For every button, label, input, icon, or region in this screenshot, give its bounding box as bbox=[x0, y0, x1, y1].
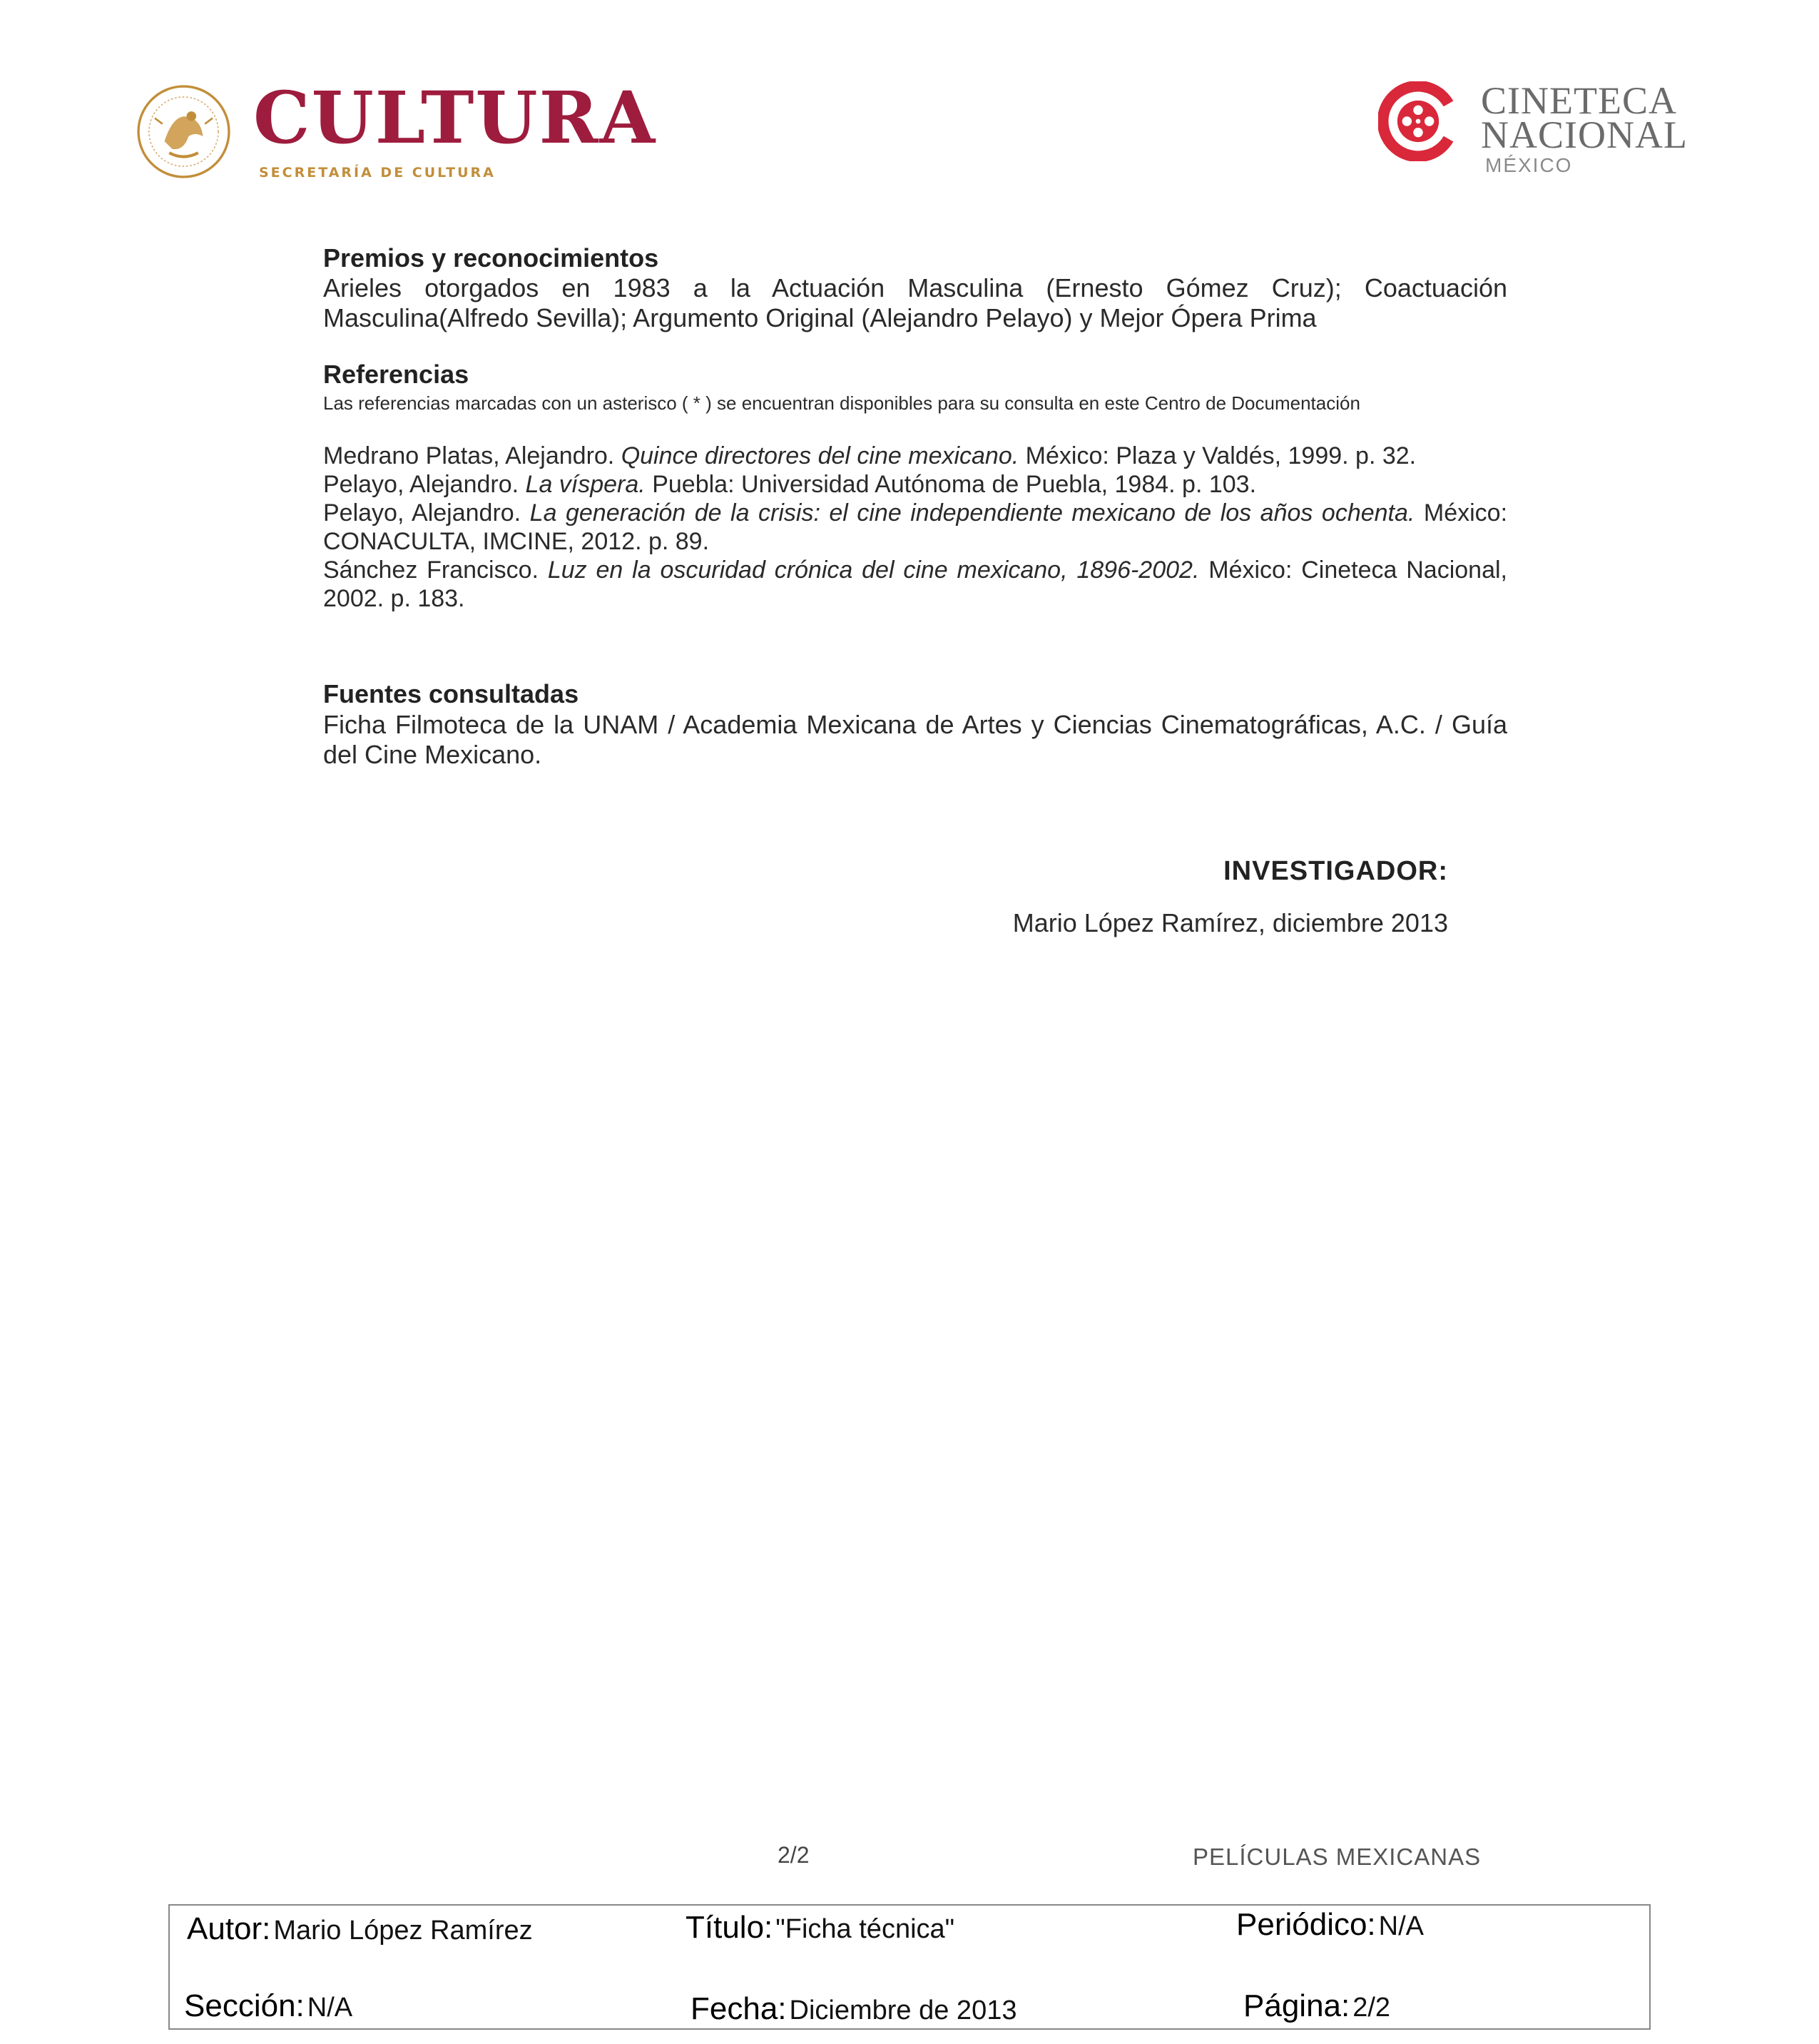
meta-seccion-value: N/A bbox=[307, 1993, 353, 2023]
investigador-name: Mario López Ramírez, diciembre 2013 bbox=[1012, 908, 1448, 937]
collection-label: PELÍCULAS MEXICANAS bbox=[1193, 1844, 1482, 1870]
header-cultura bbox=[136, 76, 657, 180]
page-number: 2/2 bbox=[778, 1842, 810, 1868]
reference-details: México: CONACULTA, IMCINE, 2012. p. 89. bbox=[323, 499, 1508, 556]
reference-title: Quince directores del cine mexicano. bbox=[621, 442, 1019, 470]
meta-periodico-value: N/A bbox=[1378, 1911, 1425, 1941]
brand-block bbox=[253, 76, 657, 180]
section-premios bbox=[323, 243, 1507, 333]
meta-pagina bbox=[1243, 1988, 1390, 2024]
header-cineteca bbox=[1378, 81, 1688, 176]
reference-item bbox=[323, 499, 1507, 556]
cineteca-line1: CINETECA bbox=[1481, 79, 1677, 122]
meta-titulo bbox=[686, 1910, 954, 1946]
meta-autor bbox=[187, 1911, 533, 1947]
meta-seccion bbox=[184, 1988, 352, 2024]
referencias-note: Las referencias marcadas con un asterisco ( * ) se encuentran disponibles para su consulta en este Centro de Documentación bbox=[323, 392, 1360, 415]
cineteca-line3: MÉXICO bbox=[1485, 154, 1573, 176]
meta-titulo-label: Título: bbox=[686, 1910, 773, 1945]
reference-author: Sánchez Francisco. bbox=[323, 556, 539, 584]
metadata-box bbox=[168, 1904, 1651, 2030]
cineteca-line2: NACIONAL bbox=[1481, 113, 1688, 156]
document-body bbox=[323, 243, 1507, 770]
section-fuentes bbox=[323, 678, 1507, 769]
premios-text: Arieles otorgados en 1983 a la Actuación Masculina (Ernesto Gómez Cruz); Coactuación Masculina(Alfredo Sevilla); Argumento Original (Alejandro Pelayo) y Mejor Ópera Prima bbox=[323, 273, 1507, 333]
brand-title: CULTURA bbox=[253, 76, 657, 160]
fuentes-text: Ficha Filmoteca de la UNAM / Academia Mexicana de Artes y Ciencias Cinematográficas, A.C. / Guía del Cine Mexicano. bbox=[323, 709, 1507, 769]
meta-fecha-label: Fecha: bbox=[691, 1991, 787, 2026]
reference-title: La generación de la crisis: el cine independiente mexicano de los años ochenta. bbox=[529, 499, 1415, 527]
reference-title: La víspera. bbox=[525, 471, 646, 499]
section-referencias bbox=[323, 359, 1507, 613]
reference-author: Pelayo, Alejandro. bbox=[323, 499, 521, 527]
meta-seccion-label: Sección: bbox=[184, 1988, 305, 2023]
meta-titulo-value: "Ficha técnica" bbox=[775, 1914, 955, 1944]
investigador-block bbox=[970, 856, 1448, 938]
reference-item bbox=[323, 556, 1507, 613]
meta-autor-label: Autor: bbox=[187, 1911, 271, 1946]
cineteca-wordmark bbox=[1481, 81, 1688, 176]
investigador-label: INVESTIGADOR: bbox=[1223, 856, 1448, 886]
meta-fecha bbox=[691, 1991, 1017, 2027]
section-heading-fuentes: Fuentes consultadas bbox=[323, 679, 579, 709]
reference-details: México: Plaza y Valdés, 1999. p. 32. bbox=[1025, 442, 1417, 470]
meta-periodico-label: Periódico: bbox=[1236, 1907, 1376, 1942]
meta-fecha-value: Diciembre de 2013 bbox=[789, 1995, 1017, 2025]
meta-periodico bbox=[1236, 1907, 1424, 1943]
reference-list bbox=[323, 442, 1507, 613]
meta-pagina-value: 2/2 bbox=[1352, 1993, 1391, 2023]
section-heading-premios: Premios y reconocimientos bbox=[323, 243, 659, 273]
meta-autor-value: Mario López Ramírez bbox=[273, 1916, 533, 1946]
reference-details: México: Cineteca Nacional, 2002. p. 183. bbox=[323, 556, 1507, 613]
reference-title: Luz en la oscuridad crónica del cine mexicano, 1896-2002. bbox=[547, 556, 1200, 584]
section-heading-referencias: Referencias bbox=[323, 360, 469, 390]
film-reel-logo-icon bbox=[1378, 81, 1458, 161]
meta-pagina-label: Página: bbox=[1243, 1988, 1350, 2023]
reference-details: Puebla: Universidad Autónoma de Puebla, 1984. p. 103. bbox=[652, 471, 1257, 499]
brand-subtitle: SECRETARÍA DE CULTURA bbox=[259, 165, 496, 180]
reference-author: Pelayo, Alejandro. bbox=[323, 471, 519, 499]
mexican-coat-of-arms-seal-icon bbox=[136, 83, 232, 180]
reference-item bbox=[323, 470, 1507, 499]
reference-item bbox=[323, 442, 1507, 470]
reference-author: Medrano Platas, Alejandro. bbox=[323, 442, 615, 470]
